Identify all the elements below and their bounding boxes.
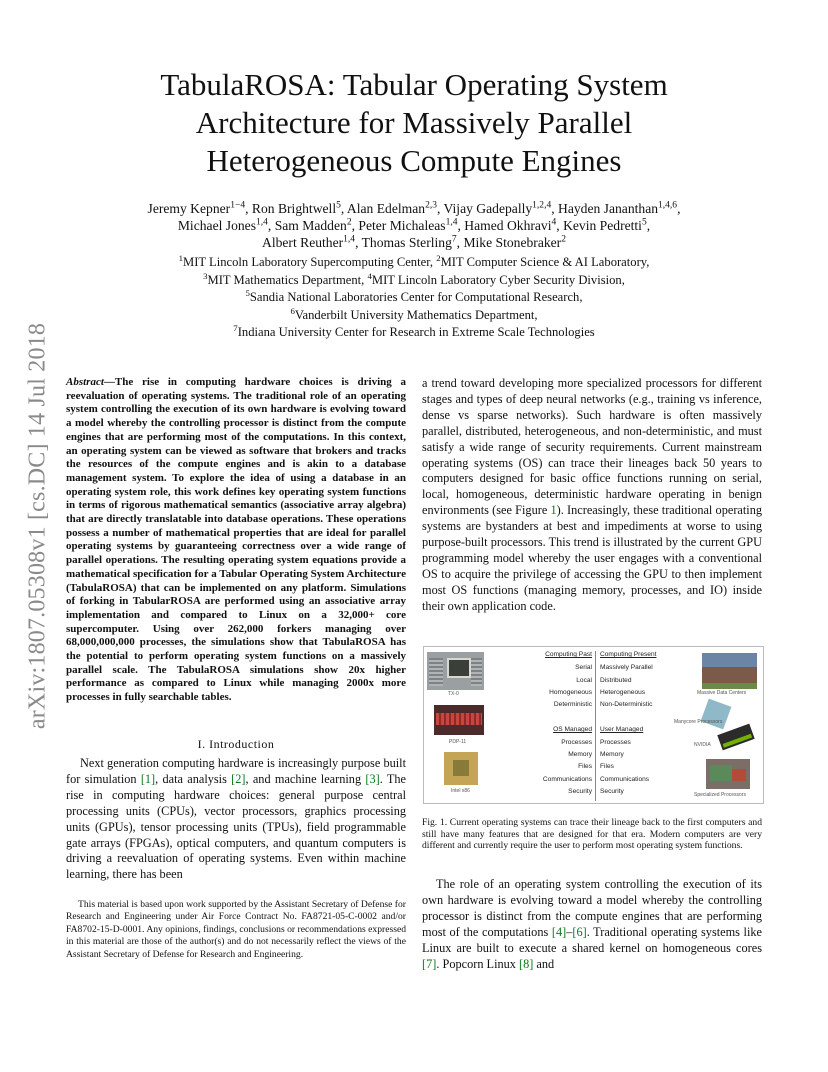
processor-board (710, 765, 732, 781)
affiliation: MIT Mathematics Department, (207, 272, 368, 287)
body-text-run: and (533, 956, 555, 971)
author-affil-mark: 2,3 (425, 200, 437, 211)
processor-chip (732, 769, 746, 781)
affiliations (80, 254, 748, 342)
paper-title (100, 66, 728, 180)
image-label-intel: Intel x86 (451, 788, 470, 794)
intel-chip-die (453, 760, 469, 776)
author: , Sam Madden (267, 218, 347, 233)
author: , Hamed Okhravi (457, 218, 552, 233)
footnote-text: This material is based upon work supported by the Assistant Secretary of Defense for Research and Engineering under Air Force Contract No. FA8721-05-C-0002 and/or FA8702-15-D-0001. Any opinions, findings, conclusions or recommendations expressed in this material are those of the author(s) and do not necessarily reflect the views of the Assistant Secretary of Defense for Research and Engineering. (66, 899, 406, 960)
os-item: Memory (568, 751, 592, 758)
author-sep: , (646, 218, 651, 233)
author: , Mike Stonebraker (456, 235, 562, 250)
author-list (70, 200, 758, 251)
author: , Peter Michaleas (351, 218, 446, 233)
affil-mark: 7 (233, 323, 238, 334)
footnote (66, 899, 406, 961)
tx0-panel (429, 658, 443, 686)
author-affil-mark: 1,4 (343, 234, 356, 245)
citation-link[interactable]: [8] (519, 956, 534, 971)
intro-text-run: . The rise in computing hardware choices: general purpose central processing units (CPUs), vector processors, graphics processing units (GPUs), tensor processing units (TPUs), field programmable gate arrays (FPGAs), optical computers, and quantum computers is driving a reevaluation of operating systems. Even within machine learning, there has been (66, 771, 406, 882)
computing-past-heading: Computing Past (545, 651, 592, 658)
author-affil-mark: 2 (561, 234, 566, 245)
os-managed-heading: OS Managed (553, 726, 592, 733)
user-item: Security (600, 788, 624, 795)
citation-link[interactable]: [6] (572, 924, 587, 939)
figure-divider (595, 651, 596, 801)
image-label-nvidia: NVIDIA (694, 742, 711, 748)
affiliation: MIT Computer Science & AI Laboratory, (440, 255, 650, 269)
author-affil-mark: 1,4 (445, 217, 458, 228)
computing-present-heading: Computing Present (600, 651, 657, 658)
abstract (66, 376, 406, 705)
body-text-run: ). Increasingly, these traditional operating systems are bystanders at best and impediments at worse to using purpose-built processors. This trend is illustrated by the current GPU programming model whereby the user engages with a conventional OS to acquire the privilege of accessing the GPU to then implement most OS functions (managing memory, processes, and IO) inside their own application code. (422, 503, 762, 613)
author: , Thomas Sterling (355, 235, 452, 250)
author: Albert Reuther (262, 235, 344, 250)
present-item: Heterogeneous (600, 689, 646, 696)
past-item: Local (576, 677, 592, 684)
citation-link[interactable]: [7] (422, 956, 437, 971)
title-line-3: Heterogeneous Compute Engines (206, 143, 622, 178)
affil-mark: 2 (436, 252, 441, 263)
datacenter-grass (702, 683, 757, 689)
citation-link[interactable]: [3] (365, 771, 380, 786)
abstract-label: Abstract (66, 376, 104, 388)
arxiv-stamp (20, 296, 56, 756)
figure-link[interactable]: 1 (550, 503, 557, 518)
intel-chip-photo (444, 752, 478, 785)
user-managed-heading: User Managed (600, 726, 644, 733)
body-text-run: The role of an operating system controlling the execution of its own hardware is evolving toward a model whereby the controlling processor is distinct from the compute engines that are performing most of the computations (422, 877, 762, 939)
right-column-text-bottom (422, 877, 762, 972)
author-affil-mark: 2 (346, 217, 352, 228)
right-column-text (422, 376, 762, 615)
body-text-run: a trend toward developing more specialized processors for different stages and types of deep neural networks (e.g., training vs inference, dense vs sparse networks). Such hardware is often massively parallel, distributed, heterogeneous, and non-deterministic, and must satisfy a wide range of security requirements. Current mainstream operating systems (OS) can trace their lineages back 50 years to computers designed for basic office functions running on serial, local, homogeneous, deterministic hardware operating in benign environments (see Figure (422, 376, 762, 518)
author: Jeremy Kepner (147, 201, 231, 216)
image-label-datacenter: Massive Data Centers (697, 690, 747, 696)
author: , Vijay Gadepally (436, 201, 533, 216)
citation-link[interactable]: [2] (231, 771, 246, 786)
figure-caption: Fig. 1. Current operating systems can trace their lineage back to the first computers and still have many features that are designed for that era. Modern computers are very different and currently require the user to perform most operating system functions. (422, 817, 762, 852)
author-affil-mark: 1,2,4 (532, 200, 552, 211)
os-item: Files (578, 763, 592, 770)
author: , Alan Edelman (340, 201, 426, 216)
pdp11-panel (436, 713, 482, 725)
tx0-panel (471, 658, 482, 686)
author: , Kevin Pedretti (556, 218, 642, 233)
intro-text (66, 756, 406, 883)
affil-mark: 3 (203, 270, 208, 281)
past-item: Deterministic (553, 701, 592, 708)
author: , Hayden Jananthan (551, 201, 659, 216)
title-line-2: Architecture for Massively Parallel (195, 105, 633, 140)
author-affil-mark: 4 (551, 217, 557, 228)
author: Michael Jones (177, 218, 256, 233)
os-item: Security (568, 788, 592, 795)
tx0-photo (427, 652, 484, 690)
user-item: Memory (600, 751, 624, 758)
image-label-pdp: PDP-11 (449, 739, 467, 745)
affiliation: MIT Lincoln Laboratory Supercomputing Center, (183, 255, 437, 269)
affiliation: Vanderbilt University Mathematics Department, (294, 307, 538, 322)
author-sep: , (677, 201, 681, 216)
past-item: Serial (575, 664, 592, 671)
author-affil-mark: 5 (641, 217, 647, 228)
os-item: Communications (542, 776, 592, 783)
body-text-run: . Popcorn Linux (436, 956, 519, 971)
image-label-specialized: Specialized Processors (694, 792, 746, 798)
image-label-manycore: Manycore Processors (674, 719, 723, 725)
affiliation: Sandia National Laboratories Center for Computational Research, (249, 290, 583, 305)
author-affil-mark: 7 (451, 234, 457, 245)
abstract-text: —The rise in computing hardware choices is driving a reevaluation of operating systems. The traditional role of an operating system controlling the execution of its own hardware is evolving toward a model whereby the controlling processor is distinct from the compute engines that are performing most of the computations. In this context, an operating system can be viewed as software that brokers and tracks the resources of the compute engines and is akin to a database management system. To explore the idea of using a database in an operating system role, this work defines key operating system functions in terms of rigorous mathematical semantics (associative array algebra) that are directly translatable into database operations. These operations possess a number of mathematical properties that are ideal for parallel operating systems by guaranteeing correctness over a wide range of parallel operations. The resulting operating system equations provide a mathematical specification for a Tabular Operating System Architecture (TabulaROSA) that can be implemented on any platform. Simulations of forking in TabularROSA are performed using an associative array implementation and compared to Linux on a 32,000+ core supercomputer. Using over 262,000 forkers managing over 68,000,000,000 processes, the simulations show that TabulaROSA has the potential to perform operating system functions on a massively parallel scale. The TabulaROSA simulations show 20x higher performance as compared to Linux while managing 2000x more processes in fully searchable tables. (66, 376, 406, 704)
title-line-1: TabulaROSA: Tabular Operating System (160, 67, 668, 102)
author-affil-mark: 1−4 (230, 200, 246, 211)
arxiv-stamp-text: arXiv:1807.05308v1 [cs.DC] 14 Jul 2018 (24, 322, 51, 730)
present-item: Distributed (600, 677, 632, 684)
affiliation: MIT Lincoln Laboratory Cyber Security Division, (371, 272, 625, 287)
past-item: Homogeneous (549, 689, 592, 696)
present-item: Non-Deterministic (600, 701, 653, 708)
figure-1 (423, 646, 764, 804)
author-affil-mark: 1,4,6 (658, 200, 678, 211)
citation-link[interactable]: [1] (140, 771, 156, 786)
image-label-tx0: TX-0 (448, 691, 459, 697)
tx0-screen (447, 658, 471, 678)
author: , Ron Brightwell (245, 201, 337, 216)
gpu-card-accent (723, 734, 753, 748)
affil-mark: 1 (178, 252, 183, 263)
affil-mark: 5 (245, 288, 250, 298)
author-affil-mark: 1,4 (256, 217, 268, 228)
citation-range-dash: – (566, 924, 573, 939)
intro-text-run: , and machine learning (245, 771, 366, 786)
section-heading-introduction: I. Introduction (197, 737, 275, 751)
user-item: Files (600, 763, 614, 770)
citation-link[interactable]: [4] (551, 924, 567, 939)
user-item: Communications (600, 776, 650, 783)
intro-text-run: , data analysis (155, 771, 232, 786)
specialized-processor-photo (706, 759, 750, 789)
affil-mark: 6 (290, 305, 295, 316)
author-affil-mark: 5 (336, 200, 341, 211)
present-item: Massively Parallel (600, 664, 653, 671)
os-item: Processes (561, 739, 592, 746)
user-item: Processes (600, 739, 631, 746)
affiliation: Indiana University Center for Research in Extreme Scale Technologies (237, 325, 595, 340)
datacenter-photo (702, 653, 757, 689)
affil-mark: 4 (367, 270, 372, 281)
pdp11-photo (434, 705, 484, 735)
intro-text-run: Next generation computing hardware is increasingly purpose built for simulation (66, 756, 406, 786)
body-text-run: . Traditional operating systems like Linux are built to execute a shared kernel on homogeneous cores (422, 924, 762, 955)
